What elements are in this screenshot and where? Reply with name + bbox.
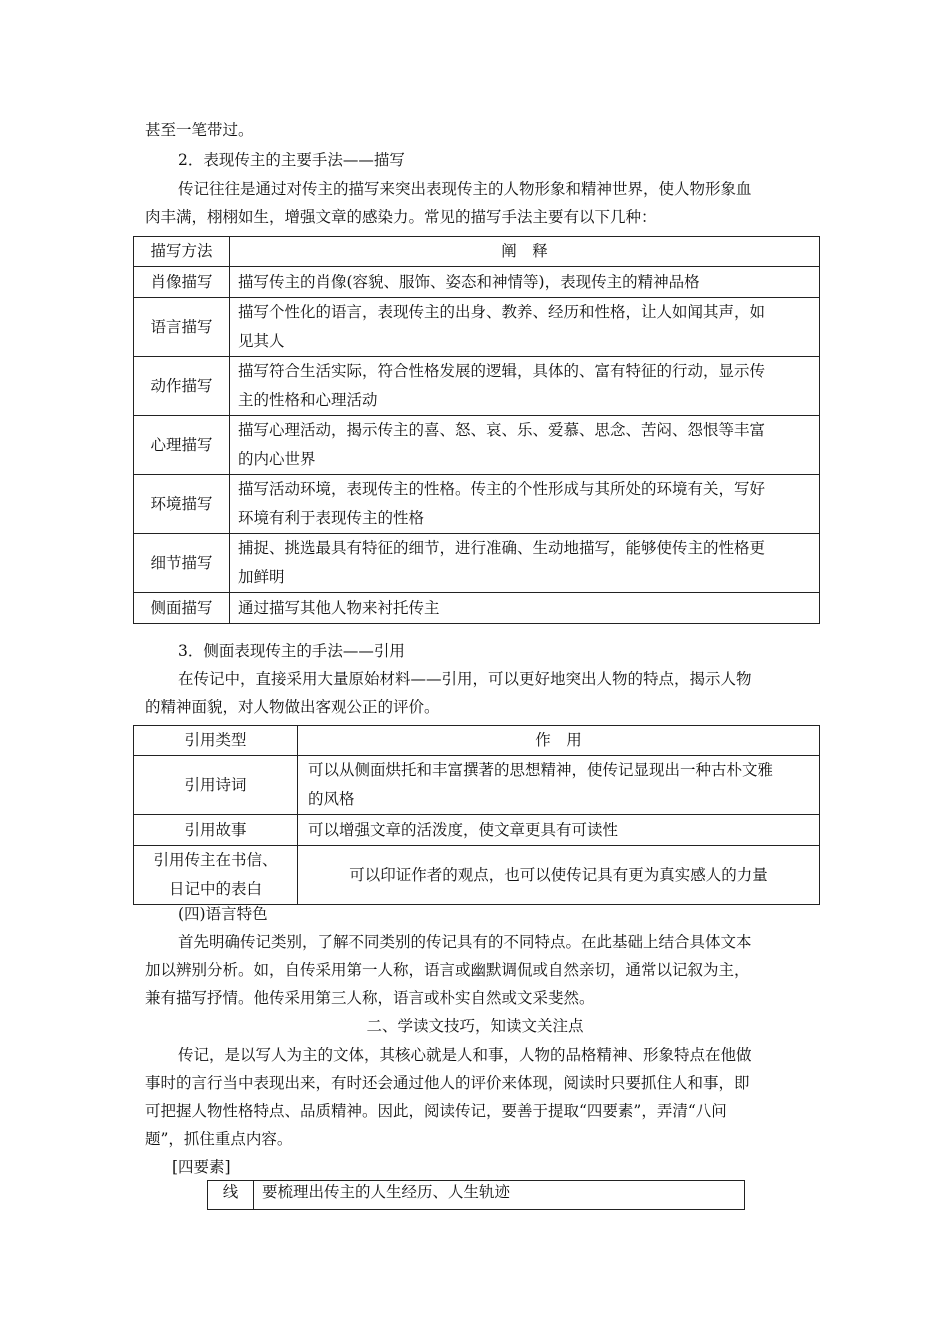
table-cell-method: 心理描写 <box>134 416 230 475</box>
table-cell-type: 引用诗词 <box>134 756 298 815</box>
table-cell-method: 肖像描写 <box>134 267 230 298</box>
table-cell-method: 侧面描写 <box>134 593 230 624</box>
paragraph-line: 首先明确传记类别，了解不同类别的传记具有的不同特点。在此基础上结合具体文本 <box>178 933 752 951</box>
paragraph-line: 肉丰满，栩栩如生，增强文章的感染力。常见的描写手法主要有以下几种： <box>145 208 657 226</box>
table-cell-explanation: 描写心理活动，揭示传主的喜、怒、哀、乐、爱慕、思念、苦闷、怨恨等丰富 的内心世界 <box>230 416 820 475</box>
quotation-types-table <box>133 725 820 905</box>
paragraph-line: 在传记中，直接采用大量原始材料——引用，可以更好地突出人物的特点，揭示人物 <box>178 670 752 688</box>
paragraph-line: 加以辨别分析。如，自传采用第一人称，语言或幽默调侃或自然亲切，通常以记叙为主， <box>145 961 750 979</box>
table-row <box>134 593 820 624</box>
table-cell-type: 引用传主在书信、 日记中的表白 <box>134 846 298 905</box>
paragraph-tail: 甚至一笔带过。 <box>145 121 254 139</box>
table-cell-explanation: 捕捉、挑选最具有特征的细节，进行准确、生动地描写，能够使传主的性格更 加鲜明 <box>230 534 820 593</box>
section-heading-2: 2．表现传主的主要手法——描写 <box>178 151 405 169</box>
table-cell-effect: 可以增强文章的活泼度，使文章更具有可读性 <box>298 815 820 846</box>
table-cell-explanation: 通过描写其他人物来衬托传主 <box>230 593 820 624</box>
table-row <box>134 534 820 593</box>
table-row <box>134 416 820 475</box>
table-cell-type: 引用故事 <box>134 815 298 846</box>
table-cell-explanation: 描写传主的肖像(容貌、服饰、姿态和神情等)，表现传主的精神品格 <box>230 267 820 298</box>
table-row <box>208 1181 745 1210</box>
table-cell-explanation: 描写个性化的语言，表现传主的出身、教养、经历和性格，让人如闻其声，如 见其人 <box>230 298 820 357</box>
table-cell-method: 语言描写 <box>134 298 230 357</box>
table-cell-method: 细节描写 <box>134 534 230 593</box>
table-header-cell: 作 用 <box>298 726 820 756</box>
paragraph-line: 可把握人物性格特点、品质精神。因此，阅读传记，要善于提取“四要素”，弄清“八问 <box>145 1102 727 1120</box>
four-elements-table <box>207 1180 745 1210</box>
table-cell-effect: 可以印证作者的观点，也可以使传记具有更为真实感人的力量 <box>298 846 820 905</box>
table-cell-explanation: 描写活动环境，表现传主的性格。传主的个性形成与其所处的环境有关，写好 环境有利于表现传主的性格 <box>230 475 820 534</box>
table-header-row <box>134 726 820 756</box>
description-methods-table <box>133 236 820 624</box>
table-header-cell: 引用类型 <box>134 726 298 756</box>
four-elements-label: [四要素] <box>172 1158 231 1176</box>
table-row <box>134 357 820 416</box>
table-cell-method: 动作描写 <box>134 357 230 416</box>
table-header-cell: 描写方法 <box>134 237 230 267</box>
table-cell-explanation: 描写符合生活实际，符合性格发展的逻辑，具体的、富有特征的行动，显示传 主的性格和心理活动 <box>230 357 820 416</box>
table-row <box>134 267 820 298</box>
table-cell-key: 线 <box>208 1181 254 1210</box>
section-heading-4: (四)语言特色 <box>178 905 268 923</box>
table-header-row <box>134 237 820 267</box>
table-row <box>134 298 820 357</box>
paragraph-line: 传记往往是通过对传主的描写来突出表现传主的人物形象和精神世界，使人物形象血 <box>178 180 752 198</box>
table-cell-method: 环境描写 <box>134 475 230 534</box>
table-row <box>134 475 820 534</box>
table-header-cell: 阐 释 <box>230 237 820 267</box>
table-row <box>134 815 820 846</box>
paragraph-line: 题”，抓住重点内容。 <box>145 1130 293 1148</box>
paragraph-line: 事时的言行当中表现出来，有时还会通过他人的评价来体现，阅读时只要抓住人和事，即 <box>145 1074 750 1092</box>
section-title: 二、学读文技巧，知读文关注点 <box>366 1017 584 1035</box>
table-row <box>134 846 820 905</box>
table-cell-effect: 可以从侧面烘托和丰富撰著的思想精神，使传记显现出一种古朴文雅 的风格 <box>298 756 820 815</box>
table-row <box>134 756 820 815</box>
paragraph-line: 的精神面貌，对人物做出客观公正的评价。 <box>145 698 440 716</box>
paragraph-line: 传记，是以写人为主的文体，其核心就是人和事，人物的品格精神、形象特点在他做 <box>178 1046 752 1064</box>
table-cell-value: 要梳理出传主的人生经历、人生轨迹 <box>254 1181 745 1210</box>
paragraph-line: 兼有描写抒情。他传采用第三人称，语言或朴实自然或文采斐然。 <box>145 989 595 1007</box>
section-heading-3: 3．侧面表现传主的手法——引用 <box>178 642 405 660</box>
